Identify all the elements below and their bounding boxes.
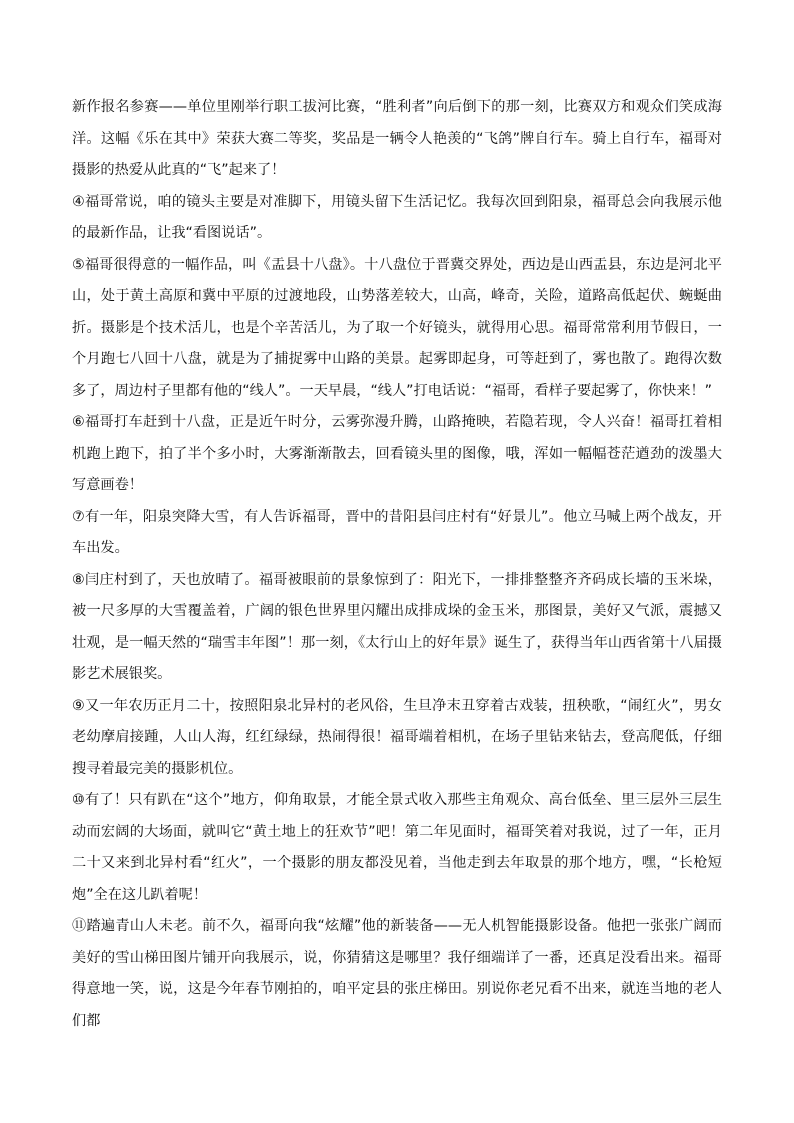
paragraph-10: ⑩有了！只有趴在“这个”地方，仰角取景，才能全景式收入那些主角观众、高台低垒、里三层外三层生动而宏阔的大场面，就叫它“黄土地上的狂欢节”吧！第二年见面时，福哥笑着对我说，过了一年，正月二十又来到北异村看“红火”，一个摄影的朋友都没见着，当他走到去年取景的那个地方，嘿，“长枪短炮”全在这儿趴着呢！ <box>72 792 722 903</box>
document-page <box>72 92 722 1037</box>
paragraph-7: ⑦有一年，阳泉突降大雪，有人告诉福哥，晋中的昔阳县闫庄村有“好景儿”。他立马喊上两个战友，开车出发。 <box>72 508 722 556</box>
paragraph-9: ⑨又一年农历正月二十，按照阳泉北异村的老风俗，生旦净末丑穿着古戏装，扭秧歌，“闹红火”，男女老幼摩肩接踵，人山人海，红红绿绿，热闹得很！福哥端着相机，在场子里钻来钻去，登高爬低，仔细搜寻着最完美的摄影机位。 <box>72 697 722 777</box>
paragraph-5: ⑤福哥很得意的一幅作品，叫《盂县十八盘》。十八盘位于晋冀交界处，西边是山西盂县，东边是河北平山，处于黄土高原和冀中平原的过渡地段，山势落差较大，山高，峰奇，关险，道路高低起伏、蜿蜒曲折。摄影是个技术活儿，也是个辛苦活儿，为了取一个好镜头，就得用心思。福哥常常利用节假日，一个月跑七八回十八盘，就是为了捕捉雾中山路的美景。起雾即起身，可等赶到了，雾也散了。跑得次数多了，周边村子里都有他的“线人”。一天早晨，“线人”打电话说：“福哥，看样子要起雾了，你快来！” <box>72 256 722 399</box>
paragraph-8: ⑧闫庄村到了，天也放晴了。福哥被眼前的景象惊到了：阳光下，一排排整整齐齐码成长墙的玉米垛，被一尺多厚的大雪覆盖着，广阔的银色世界里闪耀出成排成垛的金玉米，那图景，美好又气派，震撼又壮观，是一幅天然的“瑞雪丰年图”！那一刻，《太行山上的好年景》诞生了，获得当年山西省第十八届摄影艺术展银奖。 <box>72 571 722 682</box>
paragraph-continuation: 新作报名参赛——单位里刚举行职工拔河比赛，“胜利者”向后倒下的那一刻，比赛双方和观众们笑成海洋。这幅《乐在其中》荣获大赛二等奖，奖品是一辆令人艳羡的“飞鸽”牌自行车。骑上自行车，福哥对摄影的热爱从此真的“飞”起来了！ <box>72 99 722 178</box>
paragraph-6: ⑥福哥打车赶到十八盘，正是近午时分，云雾弥漫升腾，山路掩映，若隐若现，令人兴奋！福哥扛着相机跑上跑下，拍了半个多小时，大雾渐渐散去，回看镜头里的图像，哦，浑如一幅幅苍茫遒劲的泼墨大写意画卷！ <box>72 414 722 493</box>
paragraph-11: ⑪踏遍青山人未老。前不久，福哥向我“炫耀”他的新装备——无人机智能摄影设备。他把一张张广阔而美好的雪山梯田图片铺开向我展示，说，你猜猜这是哪里？我仔细端详了一番，还真足没看出来。福哥得意地一笑，说，这是今年春节刚拍的，咱平定县的张庄梯田。别说你老兄看不出来，就连当地的老人们都 <box>72 918 722 1029</box>
paragraph-4: ④福哥常说，咱的镜头主要是对准脚下，用镜头留下生活记忆。我每次回到阳泉，福哥总会向我展示他的最新作品，让我“看图说话”。 <box>72 193 722 241</box>
